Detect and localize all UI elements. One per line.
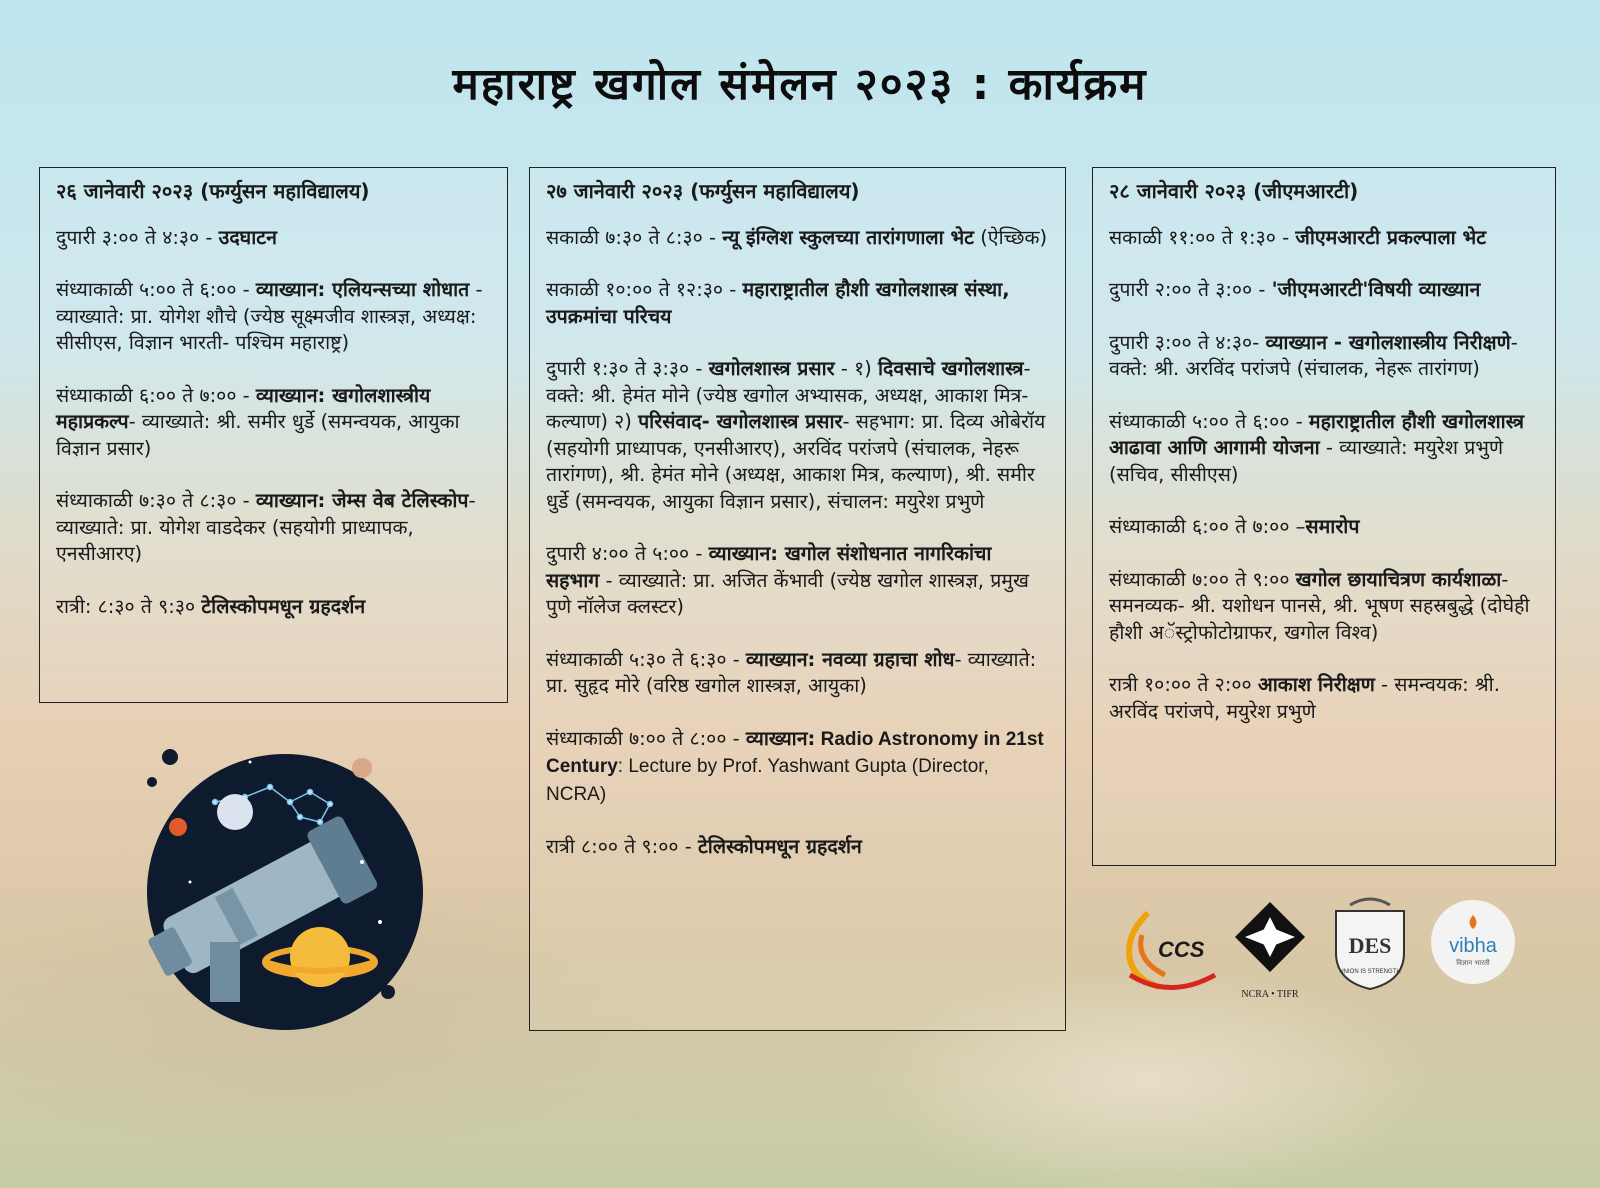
event-item: संध्याकाळी ७:०० ते ९:०० खगोल छायाचित्रण कार्यशाळा- समनव्यक- श्री. यशोधन पानसे, श्री. भूषण सहस्रबुद्धे (दोघेही हौशी अॅस्ट्रोफोटोग्राफर, खगोल विश्व) xyxy=(1109,567,1530,644)
event-item: सकाळी ७:३० ते ८:३० - न्यू इंग्लिश स्कुलच्या तारांगणाला भेट (ऐच्छिक) xyxy=(546,225,1048,249)
svg-text:NCRA • TIFR: NCRA • TIFR xyxy=(1241,989,1299,1000)
day-28-schedule xyxy=(1092,167,1556,866)
event-item: संध्याकाळी ६:०० ते ७:०० –समारोप xyxy=(1109,515,1360,538)
des-logo xyxy=(1328,893,1412,993)
event-item: संध्याकाळी ६:०० ते ७:०० - व्याख्यान: खगोलशास्त्रीय महाप्रकल्प- व्याख्याते: श्री. समीर धुर्डे (समन्वयक, आयुका विज्ञान प्रसार) xyxy=(56,383,460,460)
svg-text:UNION IS STRENGTH: UNION IS STRENGTH xyxy=(1339,969,1401,975)
event-item: संध्याकाळी ७:०० ते ८:०० - व्याख्यान: Radio Astronomy in 21st Century: Lecture by Prof. Yashwant Gupta (Director, NCRA) xyxy=(546,726,1044,805)
event-item: दुपारी ३:०० ते ४:३०- व्याख्यान - खगोलशास्त्रीय निरीक्षणे- वक्ते: श्री. अरविंद परांजपे (संचालक, नेहरू तारांगण) xyxy=(1109,330,1518,380)
svg-text:vibha: vibha xyxy=(1449,935,1497,957)
event-item: रात्री: ८:३० ते ९:३० टेलिस्कोपमधून ग्रहदर्शन xyxy=(56,594,366,618)
day-heading: २६ जानेवारी २०२३ (फर्ग्युसन महाविद्यालय) xyxy=(56,179,370,203)
event-item: संध्याकाळी ५:०० ते ६:०० - व्याख्यान: एलियन्सच्या शोधात - व्याख्याते: प्रा. योगेश शौचे (ज्येष्ठ सूक्ष्मजीव शास्त्रज्ञ, अध्यक्ष: सीसीएस, विज्ञान भारती- पश्चिम महाराष्ट्र) xyxy=(56,278,483,354)
event-item: रात्री ८:०० ते ९:०० - टेलिस्कोपमधून ग्रहदर्शन xyxy=(546,835,862,858)
event-item: संध्याकाळी ५:३० ते ६:३० - व्याख्यान: नवव्या ग्रहाचा शोध- व्याख्याते: प्रा. सुहृद मोरे (वरिष्ठ खगोल शास्त्रज्ञ, आयुका) xyxy=(546,647,1037,697)
ncra-tifr-logo xyxy=(1225,897,1315,1007)
day-heading: २७ जानेवारी २०२३ (फर्ग्युसन महाविद्यालय) xyxy=(546,179,860,203)
event-item: दुपारी २:०० ते ३:०० - 'जीएमआरटी'विषयी व्याख्यान xyxy=(1109,278,1481,301)
event-item: सकाळी १०:०० ते १२:३० - महाराष्ट्रातील हौशी खगोलशास्त्र संस्था, उपक्रमांचा परिचय xyxy=(546,278,1010,328)
event-item: दुपारी १:३० ते ३:३० - खगोलशास्त्र प्रसार - १) दिवसाचे खगोलशास्त्र- वक्ते: श्री. हेमंत मोने (ज्येष्ठ खगोल अभ्यासक, अध्यक्ष, आकाश मित्र- कल्याण) २) परिसंवाद- खगोलशास्त्र प्रसार- सहभाग: प्रा. दिव्य ओबेरॉय (सहयोगी प्राध्यापक, एनसीआरए), अरविंद परांजपे (संचालक, नेहरू तारांगण), श्री. हेमंत मोने (अध्यक्ष, आकाश मित्र, कल्याण), श्री. समीर धुर्डे (समन्वयक, आयुका विज्ञान प्रसार), संचालन: मयुरेश प्रभुणे xyxy=(546,357,1046,513)
event-item: रात्री १०:०० ते २:०० आकाश निरीक्षण - समन्वयक: श्री. अरविंद परांजपे, मयुरेश प्रभुणे xyxy=(1109,673,1500,723)
telescope-night-sky-icon xyxy=(130,742,430,1042)
day-26-schedule xyxy=(39,167,508,703)
page-title: महाराष्ट्र खगोल संमेलन २०२३ : कार्यक्रम xyxy=(452,59,1148,110)
day-heading: २८ जानेवारी २०२३ (जीएमआरटी) xyxy=(1109,179,1359,203)
svg-text:विज्ञान भारती: विज्ञान भारती xyxy=(1456,959,1490,967)
logo-strip xyxy=(1110,905,1550,1015)
event-item: दुपारी ४:०० ते ५:०० - व्याख्यान: खगोल संशोधनात नागरिकांचा सहभाग - व्याख्याते: प्रा. अजित केंभावी (ज्येष्ठ खगोल शास्त्रज्ञ, प्रमुख पुणे नॉलेज क्लस्टर) xyxy=(546,542,1029,618)
event-item: दुपारी ३:०० ते ४:३० - उदघाटन xyxy=(56,225,277,249)
event-item: सकाळी ११:०० ते १:३० - जीएमआरटी प्रकल्पाला भेट xyxy=(1109,225,1487,249)
ccs-logo xyxy=(1120,905,1220,995)
svg-text:DES: DES xyxy=(1348,933,1392,958)
vibha-logo xyxy=(1428,897,1518,987)
day-27-schedule xyxy=(529,167,1066,1031)
event-item: संध्याकाळी ७:३० ते ८:३० - व्याख्यान: जेम्स वेब टेलिस्कोप- व्याख्याते: प्रा. योगेश वाडदेकर (सहयोगी प्राध्यापक, एनसीआरए) xyxy=(56,489,476,565)
svg-text:CCS: CCS xyxy=(1158,937,1205,962)
event-item: संध्याकाळी ५:०० ते ६:०० - महाराष्ट्रातील हौशी खगोलशास्त्र आढावा आणि आगामी योजना - व्याख्याते: मयुरेश प्रभुणे (सचिव, सीसीएस) xyxy=(1109,409,1524,486)
